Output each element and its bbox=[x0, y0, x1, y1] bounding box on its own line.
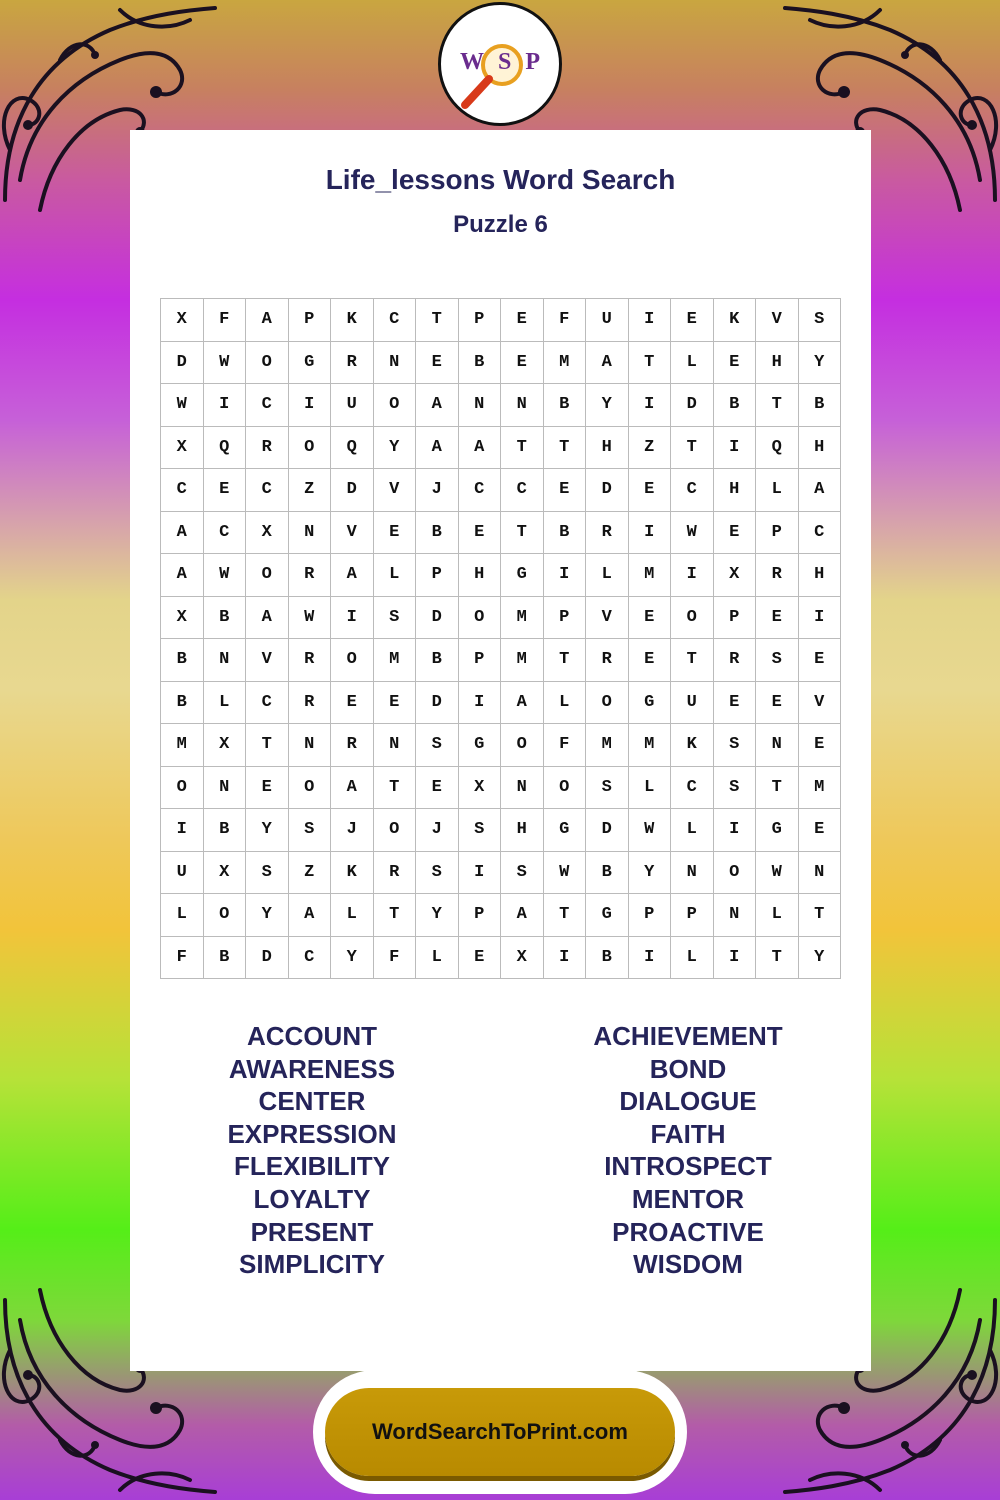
grid-cell[interactable]: H bbox=[501, 809, 544, 852]
grid-cell[interactable]: A bbox=[501, 682, 544, 725]
grid-cell[interactable]: E bbox=[671, 299, 714, 342]
grid-cell[interactable]: T bbox=[501, 427, 544, 470]
grid-cell[interactable]: V bbox=[756, 299, 799, 342]
grid-cell[interactable]: L bbox=[374, 554, 417, 597]
grid-cell[interactable]: L bbox=[586, 554, 629, 597]
grid-cell[interactable]: R bbox=[586, 639, 629, 682]
grid-cell[interactable]: X bbox=[204, 852, 247, 895]
grid-cell[interactable]: D bbox=[246, 937, 289, 980]
grid-cell[interactable]: I bbox=[544, 554, 587, 597]
grid-cell[interactable]: H bbox=[799, 427, 842, 470]
word-item: ACCOUNT bbox=[247, 1021, 377, 1051]
grid-cell[interactable]: L bbox=[756, 894, 799, 937]
grid-cell[interactable]: D bbox=[671, 384, 714, 427]
grid-cell[interactable]: L bbox=[544, 682, 587, 725]
grid-cell[interactable]: O bbox=[671, 597, 714, 640]
word-item: AWARENESS bbox=[228, 1053, 396, 1084]
grid-cell[interactable]: U bbox=[331, 384, 374, 427]
grid-cell[interactable]: E bbox=[544, 469, 587, 512]
grid-cell[interactable]: E bbox=[714, 682, 757, 725]
grid-cell[interactable]: R bbox=[756, 554, 799, 597]
grid-cell[interactable]: A bbox=[161, 512, 204, 555]
grid-cell[interactable]: I bbox=[459, 682, 502, 725]
grid-cell[interactable]: I bbox=[629, 512, 672, 555]
grid-cell[interactable]: E bbox=[756, 597, 799, 640]
grid-cell[interactable]: D bbox=[416, 682, 459, 725]
grid-cell[interactable]: A bbox=[246, 597, 289, 640]
grid-cell[interactable]: L bbox=[204, 682, 247, 725]
grid-cell[interactable]: O bbox=[459, 597, 502, 640]
grid-cell[interactable]: E bbox=[204, 469, 247, 512]
grid-cell[interactable]: N bbox=[501, 767, 544, 810]
grid-cell[interactable]: G bbox=[501, 554, 544, 597]
grid-cell[interactable]: B bbox=[544, 384, 587, 427]
grid-cell[interactable]: X bbox=[161, 427, 204, 470]
grid-cell[interactable]: C bbox=[799, 512, 842, 555]
grid-cell[interactable]: T bbox=[799, 894, 842, 937]
grid-cell[interactable]: L bbox=[671, 937, 714, 980]
grid-cell[interactable]: U bbox=[161, 852, 204, 895]
grid-cell[interactable]: O bbox=[289, 427, 332, 470]
grid-cell[interactable]: T bbox=[374, 894, 417, 937]
grid-cell[interactable]: E bbox=[246, 767, 289, 810]
grid-cell[interactable]: E bbox=[799, 809, 842, 852]
grid-cell[interactable]: T bbox=[374, 767, 417, 810]
grid-cell[interactable]: F bbox=[374, 937, 417, 980]
word-item: FAITH bbox=[650, 1118, 726, 1149]
grid-cell[interactable]: Y bbox=[799, 937, 842, 980]
grid-cell[interactable]: H bbox=[459, 554, 502, 597]
footer-badge bbox=[313, 1370, 687, 1494]
grid-cell[interactable]: D bbox=[586, 469, 629, 512]
grid-cell[interactable]: C bbox=[204, 512, 247, 555]
grid-cell[interactable]: T bbox=[416, 299, 459, 342]
word-item: MENTOR bbox=[631, 1183, 745, 1214]
grid-cell[interactable]: A bbox=[161, 554, 204, 597]
grid-cell[interactable]: Y bbox=[799, 342, 842, 385]
grid-cell[interactable]: E bbox=[501, 299, 544, 342]
grid-cell[interactable]: I bbox=[629, 937, 672, 980]
grid-cell[interactable]: Q bbox=[756, 427, 799, 470]
grid-cell[interactable]: B bbox=[544, 512, 587, 555]
grid-cell[interactable]: E bbox=[459, 937, 502, 980]
grid-cell[interactable]: N bbox=[289, 724, 332, 767]
word-item: EXPRESSION bbox=[227, 1118, 397, 1149]
grid-cell[interactable]: A bbox=[331, 554, 374, 597]
grid-cell[interactable]: R bbox=[289, 554, 332, 597]
grid-cell[interactable]: O bbox=[544, 767, 587, 810]
grid-cell[interactable]: C bbox=[289, 937, 332, 980]
grid-cell[interactable]: Y bbox=[416, 894, 459, 937]
grid-cell[interactable]: N bbox=[714, 894, 757, 937]
grid-cell[interactable]: E bbox=[799, 639, 842, 682]
grid-cell[interactable]: T bbox=[756, 767, 799, 810]
grid-cell[interactable]: R bbox=[331, 724, 374, 767]
word-item: SIMPLICITY bbox=[239, 1249, 385, 1280]
grid-cell[interactable]: M bbox=[799, 767, 842, 810]
grid-cell[interactable]: S bbox=[756, 639, 799, 682]
grid-cell[interactable]: O bbox=[246, 342, 289, 385]
grid-cell[interactable]: X bbox=[161, 597, 204, 640]
grid-cell[interactable]: X bbox=[714, 554, 757, 597]
grid-cell[interactable]: A bbox=[246, 299, 289, 342]
grid-cell[interactable]: S bbox=[289, 809, 332, 852]
grid-cell[interactable]: M bbox=[544, 342, 587, 385]
grid-cell[interactable]: M bbox=[501, 639, 544, 682]
grid-cell[interactable]: G bbox=[586, 894, 629, 937]
grid-cell[interactable]: S bbox=[714, 724, 757, 767]
grid-cell[interactable]: C bbox=[501, 469, 544, 512]
grid-cell[interactable]: E bbox=[714, 342, 757, 385]
grid-cell[interactable]: X bbox=[161, 299, 204, 342]
word-item: FLEXIBILITY bbox=[234, 1151, 390, 1182]
grid-cell[interactable]: W bbox=[161, 384, 204, 427]
word-list-left bbox=[152, 1020, 472, 1281]
grid-cell[interactable]: G bbox=[459, 724, 502, 767]
grid-cell[interactable]: B bbox=[714, 384, 757, 427]
grid-cell[interactable]: A bbox=[799, 469, 842, 512]
grid-cell[interactable]: N bbox=[459, 384, 502, 427]
grid-cell[interactable]: O bbox=[714, 852, 757, 895]
word-item: ACHIEVEMENT bbox=[593, 1021, 783, 1051]
grid-cell[interactable]: C bbox=[246, 682, 289, 725]
page-title: Life_lessons Word Search bbox=[325, 164, 676, 195]
grid-cell[interactable]: R bbox=[246, 427, 289, 470]
word-item: CENTER bbox=[258, 1086, 366, 1117]
grid-cell[interactable]: B bbox=[161, 682, 204, 725]
grid-cell[interactable]: G bbox=[289, 342, 332, 385]
grid-cell[interactable]: I bbox=[544, 937, 587, 980]
grid-cell[interactable]: O bbox=[374, 809, 417, 852]
grid-cell[interactable]: W bbox=[204, 554, 247, 597]
grid-cell[interactable]: B bbox=[586, 937, 629, 980]
grid-cell[interactable]: H bbox=[756, 342, 799, 385]
grid-cell[interactable]: V bbox=[586, 597, 629, 640]
grid-cell[interactable]: X bbox=[459, 767, 502, 810]
grid-cell[interactable]: R bbox=[374, 852, 417, 895]
grid-cell[interactable]: V bbox=[374, 469, 417, 512]
grid-cell[interactable]: K bbox=[671, 724, 714, 767]
grid-cell[interactable]: D bbox=[331, 469, 374, 512]
grid-cell[interactable]: C bbox=[459, 469, 502, 512]
grid-cell[interactable]: B bbox=[459, 342, 502, 385]
grid-cell[interactable]: S bbox=[799, 299, 842, 342]
grid-cell[interactable]: K bbox=[331, 852, 374, 895]
grid-cell[interactable]: E bbox=[459, 512, 502, 555]
grid-cell[interactable]: E bbox=[799, 724, 842, 767]
grid-cell[interactable]: R bbox=[331, 342, 374, 385]
grid-cell[interactable]: N bbox=[374, 342, 417, 385]
grid-cell[interactable]: F bbox=[544, 724, 587, 767]
grid-cell[interactable]: H bbox=[714, 469, 757, 512]
grid-cell[interactable]: O bbox=[331, 639, 374, 682]
grid-cell[interactable]: E bbox=[714, 512, 757, 555]
logo-letters: WSP bbox=[459, 49, 554, 75]
grid-cell[interactable]: Y bbox=[331, 937, 374, 980]
grid-cell[interactable]: R bbox=[714, 639, 757, 682]
site-link-button[interactable]: WordSearchToPrint.com bbox=[325, 1388, 675, 1476]
puzzle-number: Puzzle 6 bbox=[453, 211, 548, 238]
grid-cell[interactable]: H bbox=[799, 554, 842, 597]
word-item: INTROSPECT bbox=[604, 1151, 772, 1182]
grid-cell[interactable]: C bbox=[246, 469, 289, 512]
grid-cell[interactable]: S bbox=[416, 852, 459, 895]
grid-cell[interactable]: F bbox=[161, 937, 204, 980]
grid-cell[interactable]: S bbox=[459, 809, 502, 852]
grid-cell[interactable]: O bbox=[204, 894, 247, 937]
grid-cell[interactable]: W bbox=[629, 809, 672, 852]
grid-cell[interactable]: R bbox=[586, 512, 629, 555]
grid-cell[interactable]: I bbox=[714, 937, 757, 980]
grid-cell[interactable]: P bbox=[544, 597, 587, 640]
grid-cell[interactable]: Y bbox=[246, 809, 289, 852]
grid-cell[interactable]: B bbox=[586, 852, 629, 895]
grid-cell[interactable]: P bbox=[459, 894, 502, 937]
grid-cell[interactable]: N bbox=[799, 852, 842, 895]
grid-cell[interactable]: O bbox=[374, 384, 417, 427]
grid-cell[interactable]: J bbox=[416, 809, 459, 852]
puzzle-sheet bbox=[130, 130, 871, 1371]
grid-cell[interactable]: I bbox=[331, 597, 374, 640]
grid-cell[interactable]: H bbox=[586, 427, 629, 470]
grid-cell[interactable]: C bbox=[246, 384, 289, 427]
grid-cell[interactable]: Y bbox=[374, 427, 417, 470]
grid-cell[interactable]: V bbox=[246, 639, 289, 682]
grid-cell[interactable]: F bbox=[204, 299, 247, 342]
grid-cell[interactable]: T bbox=[246, 724, 289, 767]
grid-cell[interactable]: D bbox=[416, 597, 459, 640]
word-item: DIALOGUE bbox=[619, 1086, 757, 1117]
grid-cell[interactable]: T bbox=[756, 937, 799, 980]
grid-cell[interactable]: P bbox=[459, 639, 502, 682]
grid-cell[interactable]: P bbox=[756, 512, 799, 555]
grid-cell[interactable]: P bbox=[289, 299, 332, 342]
grid-cell[interactable]: A bbox=[501, 894, 544, 937]
grid-cell[interactable]: R bbox=[289, 639, 332, 682]
grid-cell[interactable]: O bbox=[289, 767, 332, 810]
grid-cell[interactable]: S bbox=[416, 724, 459, 767]
grid-cell[interactable]: G bbox=[629, 682, 672, 725]
grid-cell[interactable]: E bbox=[629, 597, 672, 640]
grid-cell[interactable]: L bbox=[756, 469, 799, 512]
grid-cell[interactable]: K bbox=[714, 299, 757, 342]
grid-cell[interactable]: S bbox=[246, 852, 289, 895]
grid-cell[interactable]: X bbox=[246, 512, 289, 555]
word-item: PROACTIVE bbox=[612, 1216, 764, 1247]
grid-cell[interactable]: E bbox=[629, 469, 672, 512]
grid-cell[interactable]: I bbox=[459, 852, 502, 895]
grid-cell[interactable]: E bbox=[331, 682, 374, 725]
grid-cell[interactable]: T bbox=[671, 639, 714, 682]
grid-cell[interactable]: N bbox=[374, 724, 417, 767]
grid-cell[interactable]: D bbox=[161, 342, 204, 385]
grid-cell[interactable]: U bbox=[586, 299, 629, 342]
grid-cell[interactable]: S bbox=[714, 767, 757, 810]
grid-cell[interactable]: Y bbox=[246, 894, 289, 937]
grid-cell[interactable]: M bbox=[374, 639, 417, 682]
grid-cell[interactable]: A bbox=[331, 767, 374, 810]
grid-cell[interactable]: B bbox=[204, 809, 247, 852]
grid-cell[interactable]: A bbox=[586, 342, 629, 385]
grid-cell[interactable]: N bbox=[501, 384, 544, 427]
grid-cell[interactable]: A bbox=[289, 894, 332, 937]
grid-cell[interactable]: M bbox=[629, 554, 672, 597]
grid-cell[interactable]: M bbox=[161, 724, 204, 767]
grid-cell[interactable]: V bbox=[799, 682, 842, 725]
grid-cell[interactable]: I bbox=[629, 384, 672, 427]
grid-cell[interactable]: Z bbox=[629, 427, 672, 470]
grid-cell[interactable]: D bbox=[586, 809, 629, 852]
word-item: PRESENT bbox=[250, 1216, 374, 1247]
grid-cell[interactable]: E bbox=[374, 512, 417, 555]
grid-cell[interactable]: F bbox=[544, 299, 587, 342]
grid-cell[interactable]: L bbox=[671, 809, 714, 852]
grid-cell[interactable]: E bbox=[629, 639, 672, 682]
grid-cell[interactable]: E bbox=[416, 342, 459, 385]
grid-cell[interactable]: N bbox=[671, 852, 714, 895]
grid-cell[interactable]: N bbox=[756, 724, 799, 767]
grid-cell[interactable]: C bbox=[671, 767, 714, 810]
grid-cell[interactable]: E bbox=[374, 682, 417, 725]
grid-cell[interactable]: G bbox=[756, 809, 799, 852]
grid-cell[interactable]: M bbox=[501, 597, 544, 640]
grid-cell[interactable]: M bbox=[629, 724, 672, 767]
grid-cell[interactable]: L bbox=[629, 767, 672, 810]
grid-cell[interactable]: L bbox=[161, 894, 204, 937]
grid-cell[interactable]: W bbox=[289, 597, 332, 640]
grid-cell[interactable]: V bbox=[331, 512, 374, 555]
grid-cell[interactable]: T bbox=[501, 512, 544, 555]
grid-cell[interactable]: T bbox=[544, 427, 587, 470]
grid-cell[interactable]: L bbox=[671, 342, 714, 385]
grid-cell[interactable]: B bbox=[416, 639, 459, 682]
grid-cell[interactable]: Q bbox=[204, 427, 247, 470]
grid-cell[interactable]: Y bbox=[629, 852, 672, 895]
grid-cell[interactable]: J bbox=[331, 809, 374, 852]
grid-cell[interactable]: N bbox=[289, 512, 332, 555]
grid-cell[interactable]: A bbox=[416, 427, 459, 470]
grid-cell[interactable]: O bbox=[586, 682, 629, 725]
grid-cell[interactable]: Y bbox=[586, 384, 629, 427]
grid-cell[interactable]: P bbox=[629, 894, 672, 937]
grid-cell[interactable]: P bbox=[671, 894, 714, 937]
grid-cell[interactable]: L bbox=[331, 894, 374, 937]
grid-cell[interactable]: B bbox=[799, 384, 842, 427]
grid-cell[interactable]: E bbox=[756, 682, 799, 725]
site-logo[interactable] bbox=[438, 2, 562, 126]
grid-cell[interactable]: U bbox=[671, 682, 714, 725]
grid-cell[interactable]: P bbox=[416, 554, 459, 597]
word-item: LOYALTY bbox=[253, 1183, 371, 1214]
grid-cell[interactable]: T bbox=[544, 894, 587, 937]
grid-cell[interactable]: E bbox=[416, 767, 459, 810]
grid-cell[interactable]: I bbox=[671, 554, 714, 597]
grid-cell[interactable]: S bbox=[586, 767, 629, 810]
grid-cell[interactable]: Z bbox=[289, 469, 332, 512]
grid-cell[interactable]: I bbox=[714, 809, 757, 852]
grid-cell[interactable]: T bbox=[544, 639, 587, 682]
grid-cell[interactable]: P bbox=[459, 299, 502, 342]
grid-cell[interactable]: W bbox=[544, 852, 587, 895]
grid-cell[interactable]: C bbox=[671, 469, 714, 512]
grid-cell[interactable]: I bbox=[799, 597, 842, 640]
letter-grid bbox=[160, 298, 841, 979]
grid-cell[interactable]: N bbox=[204, 639, 247, 682]
grid-cell[interactable]: A bbox=[416, 384, 459, 427]
grid-cell[interactable]: J bbox=[416, 469, 459, 512]
grid-cell[interactable]: L bbox=[416, 937, 459, 980]
grid-cell[interactable]: A bbox=[459, 427, 502, 470]
grid-cell[interactable]: O bbox=[501, 724, 544, 767]
grid-cell[interactable]: W bbox=[671, 512, 714, 555]
grid-cell[interactable]: T bbox=[671, 427, 714, 470]
grid-cell[interactable]: G bbox=[544, 809, 587, 852]
grid-cell[interactable]: I bbox=[161, 809, 204, 852]
grid-cell[interactable]: I bbox=[629, 299, 672, 342]
grid-cell[interactable]: I bbox=[714, 427, 757, 470]
grid-cell[interactable]: B bbox=[161, 639, 204, 682]
grid-cell[interactable]: T bbox=[629, 342, 672, 385]
word-item: BOND bbox=[649, 1053, 727, 1084]
grid-cell[interactable]: M bbox=[586, 724, 629, 767]
grid-cell[interactable]: C bbox=[374, 299, 417, 342]
grid-cell[interactable]: I bbox=[289, 384, 332, 427]
grid-cell[interactable]: E bbox=[501, 342, 544, 385]
word-item: WISDOM bbox=[633, 1249, 743, 1280]
grid-cell[interactable]: W bbox=[204, 342, 247, 385]
grid-cell[interactable]: N bbox=[204, 767, 247, 810]
grid-cell[interactable]: C bbox=[161, 469, 204, 512]
grid-cell[interactable]: S bbox=[374, 597, 417, 640]
grid-cell[interactable]: O bbox=[246, 554, 289, 597]
grid-cell[interactable]: R bbox=[289, 682, 332, 725]
grid-cell[interactable]: K bbox=[331, 299, 374, 342]
grid-cell[interactable]: I bbox=[204, 384, 247, 427]
grid-cell[interactable]: T bbox=[756, 384, 799, 427]
grid-cell[interactable]: Z bbox=[289, 852, 332, 895]
grid-cell[interactable]: B bbox=[204, 937, 247, 980]
grid-cell[interactable]: O bbox=[161, 767, 204, 810]
grid-cell[interactable]: W bbox=[756, 852, 799, 895]
grid-cell[interactable]: X bbox=[204, 724, 247, 767]
grid-cell[interactable]: B bbox=[204, 597, 247, 640]
grid-cell[interactable]: B bbox=[416, 512, 459, 555]
grid-cell[interactable]: X bbox=[501, 937, 544, 980]
word-list-right bbox=[528, 1020, 848, 1281]
grid-cell[interactable]: P bbox=[714, 597, 757, 640]
grid-cell[interactable]: Q bbox=[331, 427, 374, 470]
grid-cell[interactable]: S bbox=[501, 852, 544, 895]
